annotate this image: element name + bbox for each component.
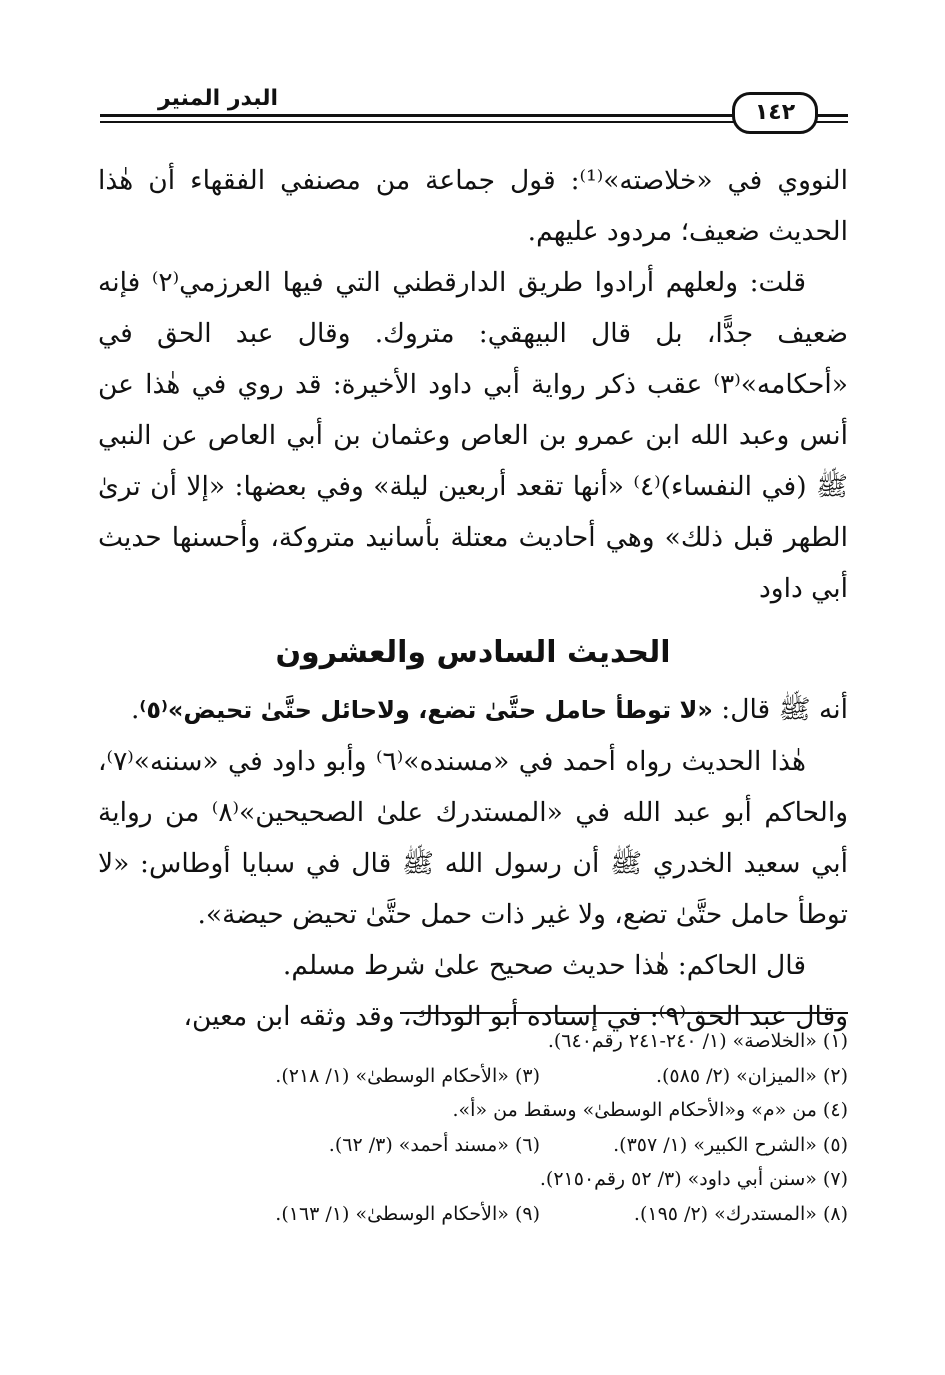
footnote-row [100, 1197, 848, 1232]
page-number: ١٤٢ [732, 92, 818, 134]
footnote-5: (٥) «الشرح الكبير» (١/ ٣٥٧). [613, 1133, 848, 1156]
footnote-9: (٩) «الأحكام الوسطىٰ» (١/ ١٦٣). [275, 1202, 540, 1225]
footnote-row [100, 1059, 848, 1094]
page-header [100, 82, 848, 128]
footnotes [100, 1024, 848, 1231]
paragraph-5: قال الحاكم: هٰذا حديث صحيح علىٰ شرط مسلم. [282, 950, 806, 981]
footnote-4: (٤) من «م» و«الأحكام الوسطىٰ» وسقط من «أ». [452, 1099, 848, 1121]
running-title: البدر المنير [150, 86, 286, 111]
section-heading: الحديث السادس والعشرون [275, 635, 671, 670]
footnote-2: (٢) «الميزان» (٢/ ٥٨٥). [655, 1064, 848, 1087]
paragraph-6: وقال عبد الحق⁽٩⁾: في إسناده أبو الوداك، وقد وثقه ابن معين، [183, 1001, 848, 1032]
footnote-7: (٧) «سنن أبي داود» (٣/ ٥٢ رقم٢١٥٠). [539, 1168, 848, 1190]
footnote-3: (٣) «الأحكام الوسطىٰ» (١/ ٢١٨). [275, 1064, 540, 1087]
paragraph-3-suffix: . [130, 694, 140, 725]
footnote-row [100, 1093, 848, 1128]
paragraph-2: قلت: ولعلهم أرادوا طريق الدارقطني التي فيها العرزمي⁽٢⁾ فإنه ضعيف جدًّا، بل قال البيهقي: متروك. وقال عبد الحق في «أحكامه»⁽٣⁾ عقب ذكر رواية أبي داود الأخيرة: قد روي في هٰذا عن أنس وعبد الله ابن عمرو بن العاص وعثمان بن أبي العاص عن النبي ﷺ (في النفساء)⁽٤⁾ «أنها تقعد أربعين ليلة» وفي بعضها: «إلا أن ترىٰ الطهر قبل ذلك» وهي أحاديث معتلة بأسانيد متروكة، وأحسنها حديث أبي داود [98, 267, 848, 604]
footnote-row [100, 1162, 848, 1197]
paragraph-3 [98, 684, 848, 736]
paragraph-3-prefix: أنه ﷺ قال: [712, 694, 848, 725]
footnote-8: (٨) «المستدرك» (٢/ ١٩٥). [633, 1202, 848, 1225]
footnote-6: (٦) «مسند أحمد» (٣/ ٦٢). [328, 1133, 540, 1156]
footnote-row [100, 1128, 848, 1163]
paragraph-1: النووي في «خلاصته»⁽¹⁾: قول جماعة من مصنفي الفقهاء أن هٰذا الحديث ضعيف؛ مردود عليهم. [98, 165, 848, 247]
footnote-1: (١) «الخلاصة» (١/ ٢٤٠-٢٤١ رقم٦٤٠). [547, 1030, 848, 1052]
main-text [98, 155, 848, 1042]
paragraph-4: هٰذا الحديث رواه أحمد في «مسنده»⁽٦⁾ وأبو داود في «سننه»⁽٧⁾، والحاكم أبو عبد الله في «المستدرك علىٰ الصحيحين»⁽٨⁾ من رواية أبي سعيد الخدري ﷺ أن رسول الله ﷺ قال في سبايا أوطاس: «لا توطأ حامل حتَّىٰ تضع، ولا غير ذات حمل حتَّىٰ تحيض حيضة». [98, 746, 849, 930]
footnote-row [100, 1024, 848, 1059]
hadith-text: «لا توطأ حامل حتَّىٰ تضع، ولاحائل حتَّىٰ تحيض»⁽٥⁾ [139, 696, 713, 724]
footnote-separator [400, 1012, 848, 1014]
